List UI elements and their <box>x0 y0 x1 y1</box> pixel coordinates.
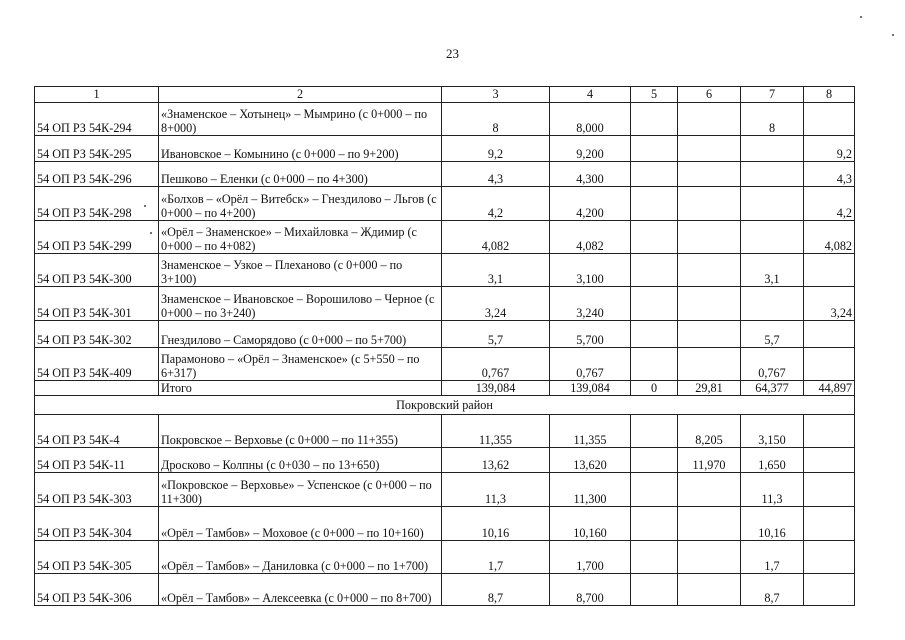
table-row <box>35 448 855 473</box>
road-name-cell: «Знаменское – Хотынец» – Мымрино (с 0+000 – по 8+000) <box>159 103 442 136</box>
value-cell-c8 <box>804 448 855 473</box>
value-cell-c3: 3,24 <box>442 287 550 321</box>
road-code-cell: 54 ОП РЗ 54К-409 <box>35 348 159 381</box>
road-code-cell: 54 ОП РЗ 54К-302 <box>35 321 159 348</box>
value-cell-c7: 3,1 <box>741 254 804 287</box>
value-cell-c4: 1,700 <box>550 541 631 574</box>
table-row <box>35 221 855 254</box>
value-cell-c3: 0,767 <box>442 348 550 381</box>
road-name-cell: Дросково – Колпны (с 0+030 – по 13+650) <box>159 448 442 473</box>
value-cell-c8 <box>804 103 855 136</box>
value-cell-c6 <box>678 103 741 136</box>
road-code-cell: 54 ОП РЗ 54К-301 <box>35 287 159 321</box>
road-code-cell: 54 ОП РЗ 54К-4 <box>35 415 159 448</box>
total-c7: 64,377 <box>741 381 804 396</box>
value-cell-c8 <box>804 321 855 348</box>
page-number: 23 <box>446 46 459 61</box>
road-name-cell: «Покровское – Верховье» – Успенское (с 0+000 – по 11+300) <box>159 473 442 507</box>
column-header: 6 <box>678 87 741 103</box>
value-cell-c4: 4,300 <box>550 162 631 187</box>
value-cell-c3: 11,355 <box>442 415 550 448</box>
road-name-cell: Гнездилово – Саморядово (с 0+000 – по 5+700) <box>159 321 442 348</box>
value-cell-c5 <box>631 103 678 136</box>
value-cell-c6 <box>678 162 741 187</box>
road-code-cell: 54 ОП РЗ 54К-298 <box>35 187 159 221</box>
value-cell-c3: 1,7 <box>442 541 550 574</box>
road-name-cell: Ивановское – Комынино (с 0+000 – по 9+200) <box>159 136 442 162</box>
column-header: 8 <box>804 87 855 103</box>
block1-rows <box>35 103 855 381</box>
value-cell-c4: 4,200 <box>550 187 631 221</box>
total-code <box>35 381 159 396</box>
table-row <box>35 348 855 381</box>
value-cell-c6 <box>678 473 741 507</box>
road-name-cell: «Орёл – Знаменское» – Михайловка – Ждимир (с 0+000 – по 4+082) <box>159 221 442 254</box>
value-cell-c4: 4,082 <box>550 221 631 254</box>
road-name-cell: Пешково – Еленки (с 0+000 – по 4+300) <box>159 162 442 187</box>
road-name-cell: «Орёл – Тамбов» – Даниловка (с 0+000 – по 1+700) <box>159 541 442 574</box>
value-cell-c6 <box>678 348 741 381</box>
value-cell-c6 <box>678 321 741 348</box>
value-cell-c5 <box>631 221 678 254</box>
road-code-cell: 54 ОП РЗ 54К-306 <box>35 574 159 606</box>
scan-speck <box>150 232 152 234</box>
road-name-cell: «Орёл – Тамбов» – Моховое (с 0+000 – по 10+160) <box>159 507 442 541</box>
value-cell-c6 <box>678 187 741 221</box>
value-cell-c3: 11,3 <box>442 473 550 507</box>
value-cell-c5 <box>631 187 678 221</box>
value-cell-c5 <box>631 162 678 187</box>
column-header: 4 <box>550 87 631 103</box>
value-cell-c8 <box>804 541 855 574</box>
table-row <box>35 103 855 136</box>
total-c3: 139,084 <box>442 381 550 396</box>
scan-speck <box>892 34 894 36</box>
value-cell-c7: 8 <box>741 103 804 136</box>
column-header: 2 <box>159 87 442 103</box>
value-cell-c3: 13,62 <box>442 448 550 473</box>
total-row <box>35 381 855 396</box>
road-code-cell: 54 ОП РЗ 54К-294 <box>35 103 159 136</box>
value-cell-c8: 4,3 <box>804 162 855 187</box>
value-cell-c4: 0,767 <box>550 348 631 381</box>
road-name-cell: Знаменское – Ивановское – Ворошилово – Черное (с 0+000 – по 3+240) <box>159 287 442 321</box>
total-c6: 29,81 <box>678 381 741 396</box>
value-cell-c4: 3,240 <box>550 287 631 321</box>
value-cell-c7: 1,650 <box>741 448 804 473</box>
value-cell-c8 <box>804 473 855 507</box>
value-cell-c7 <box>741 287 804 321</box>
column-header: 5 <box>631 87 678 103</box>
value-cell-c5 <box>631 541 678 574</box>
value-cell-c4: 8,000 <box>550 103 631 136</box>
road-code-cell: 54 ОП РЗ 54К-299 <box>35 221 159 254</box>
road-code-cell: 54 ОП РЗ 54К-300 <box>35 254 159 287</box>
table-row <box>35 287 855 321</box>
table-row <box>35 321 855 348</box>
value-cell-c3: 9,2 <box>442 136 550 162</box>
value-cell-c7: 1,7 <box>741 541 804 574</box>
value-cell-c6 <box>678 254 741 287</box>
road-code-cell: 54 ОП РЗ 54К-296 <box>35 162 159 187</box>
section-title: Покровский район <box>35 396 855 415</box>
value-cell-c3: 8 <box>442 103 550 136</box>
road-name-cell: Знаменское – Узкое – Плеханово (с 0+000 – по 3+100) <box>159 254 442 287</box>
value-cell-c7: 0,767 <box>741 348 804 381</box>
value-cell-c5 <box>631 574 678 606</box>
value-cell-c4: 5,700 <box>550 321 631 348</box>
roads-table <box>34 86 855 606</box>
value-cell-c8: 9,2 <box>804 136 855 162</box>
value-cell-c5 <box>631 136 678 162</box>
value-cell-c7: 8,7 <box>741 574 804 606</box>
table-row <box>35 187 855 221</box>
value-cell-c7: 10,16 <box>741 507 804 541</box>
table-row <box>35 136 855 162</box>
value-cell-c5 <box>631 348 678 381</box>
value-cell-c6 <box>678 136 741 162</box>
value-cell-c4: 3,100 <box>550 254 631 287</box>
value-cell-c6: 11,970 <box>678 448 741 473</box>
column-header: 1 <box>35 87 159 103</box>
total-label: Итого <box>159 381 442 396</box>
value-cell-c4: 10,160 <box>550 507 631 541</box>
value-cell-c5 <box>631 321 678 348</box>
table-row <box>35 507 855 541</box>
value-cell-c6: 8,205 <box>678 415 741 448</box>
value-cell-c4: 9,200 <box>550 136 631 162</box>
value-cell-c7 <box>741 221 804 254</box>
value-cell-c3: 10,16 <box>442 507 550 541</box>
value-cell-c7 <box>741 136 804 162</box>
value-cell-c8 <box>804 348 855 381</box>
value-cell-c8: 4,082 <box>804 221 855 254</box>
value-cell-c5 <box>631 415 678 448</box>
table-row <box>35 473 855 507</box>
value-cell-c8: 4,2 <box>804 187 855 221</box>
table-row <box>35 574 855 606</box>
value-cell-c4: 13,620 <box>550 448 631 473</box>
value-cell-c7: 3,150 <box>741 415 804 448</box>
value-cell-c6 <box>678 574 741 606</box>
value-cell-c8 <box>804 507 855 541</box>
block2-rows <box>35 415 855 606</box>
value-cell-c6 <box>678 541 741 574</box>
value-cell-c8 <box>804 415 855 448</box>
value-cell-c3: 5,7 <box>442 321 550 348</box>
total-c5: 0 <box>631 381 678 396</box>
value-cell-c6 <box>678 221 741 254</box>
value-cell-c5 <box>631 473 678 507</box>
value-cell-c4: 8,700 <box>550 574 631 606</box>
road-name-cell: «Орёл – Тамбов» – Алексеевка (с 0+000 – по 8+700) <box>159 574 442 606</box>
road-code-cell: 54 ОП РЗ 54К-305 <box>35 541 159 574</box>
value-cell-c4: 11,355 <box>550 415 631 448</box>
value-cell-c3: 4,3 <box>442 162 550 187</box>
table-row <box>35 415 855 448</box>
value-cell-c3: 4,2 <box>442 187 550 221</box>
value-cell-c5 <box>631 287 678 321</box>
value-cell-c6 <box>678 287 741 321</box>
table-header-row <box>35 87 855 103</box>
road-code-cell: 54 ОП РЗ 54К-303 <box>35 473 159 507</box>
road-code-cell: 54 ОП РЗ 54К-295 <box>35 136 159 162</box>
road-name-cell: Покровское – Верховье (с 0+000 – по 11+355) <box>159 415 442 448</box>
column-header: 7 <box>741 87 804 103</box>
value-cell-c3: 8,7 <box>442 574 550 606</box>
section-row <box>35 396 855 415</box>
road-name-cell: «Болхов – «Орёл – Витебск» – Гнездилово – Льгов (с 0+000 – по 4+200) <box>159 187 442 221</box>
table-row <box>35 162 855 187</box>
value-cell-c4: 11,300 <box>550 473 631 507</box>
value-cell-c5 <box>631 254 678 287</box>
road-name-cell: Парамоново – «Орёл – Знаменское» (с 5+550 – по 6+317) <box>159 348 442 381</box>
value-cell-c8 <box>804 254 855 287</box>
value-cell-c3: 4,082 <box>442 221 550 254</box>
scan-speck <box>144 205 146 207</box>
value-cell-c8 <box>804 574 855 606</box>
column-header: 3 <box>442 87 550 103</box>
value-cell-c5 <box>631 507 678 541</box>
table-row <box>35 541 855 574</box>
value-cell-c7 <box>741 162 804 187</box>
table-row <box>35 254 855 287</box>
total-c4: 139,084 <box>550 381 631 396</box>
value-cell-c3: 3,1 <box>442 254 550 287</box>
value-cell-c7: 5,7 <box>741 321 804 348</box>
value-cell-c6 <box>678 507 741 541</box>
value-cell-c5 <box>631 448 678 473</box>
road-code-cell: 54 ОП РЗ 54К-11 <box>35 448 159 473</box>
value-cell-c7 <box>741 187 804 221</box>
value-cell-c7: 11,3 <box>741 473 804 507</box>
scan-speck <box>860 16 862 18</box>
total-c8: 44,897 <box>804 381 855 396</box>
value-cell-c8: 3,24 <box>804 287 855 321</box>
road-code-cell: 54 ОП РЗ 54К-304 <box>35 507 159 541</box>
